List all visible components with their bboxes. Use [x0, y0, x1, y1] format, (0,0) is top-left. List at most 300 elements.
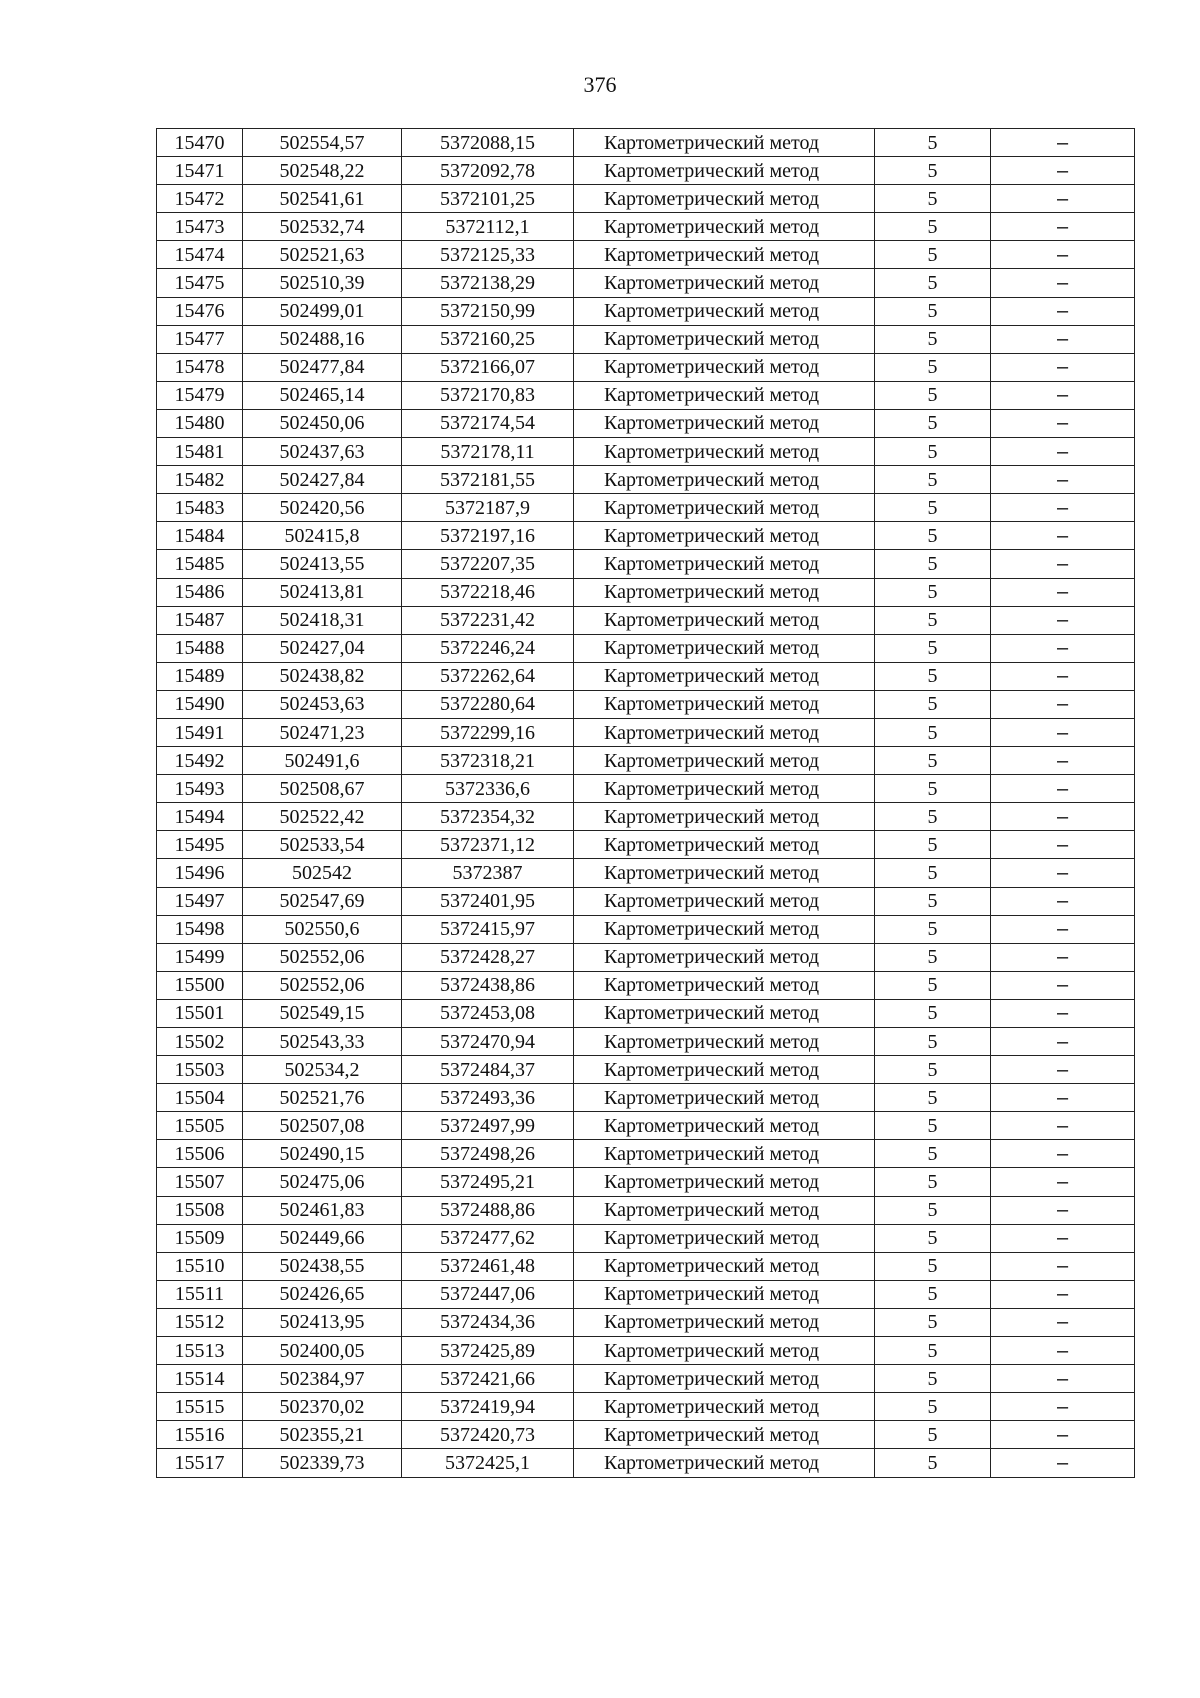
- accuracy-cell: 5: [875, 803, 991, 831]
- y-coordinate-cell: 5372181,55: [402, 466, 574, 494]
- table-row: [157, 887, 1135, 915]
- accuracy-cell: 5: [875, 494, 991, 522]
- point-number-cell: 15513: [157, 1337, 243, 1365]
- method-cell: Картометрический метод: [574, 1449, 875, 1477]
- point-number-cell: 15502: [157, 1028, 243, 1056]
- note-cell: –: [991, 1196, 1135, 1224]
- x-coordinate-cell: 502415,8: [243, 522, 402, 550]
- method-cell: Картометрический метод: [574, 213, 875, 241]
- note-cell: –: [991, 971, 1135, 999]
- y-coordinate-cell: 5372470,94: [402, 1028, 574, 1056]
- table-row: [157, 241, 1135, 269]
- y-coordinate-cell: 5372495,21: [402, 1168, 574, 1196]
- y-coordinate-cell: 5372461,48: [402, 1252, 574, 1280]
- point-number-cell: 15505: [157, 1112, 243, 1140]
- y-coordinate-cell: 5372415,97: [402, 915, 574, 943]
- y-coordinate-cell: 5372231,42: [402, 606, 574, 634]
- y-coordinate-cell: 5372170,83: [402, 381, 574, 409]
- x-coordinate-cell: 502339,73: [243, 1449, 402, 1477]
- point-number-cell: 15484: [157, 522, 243, 550]
- accuracy-cell: 5: [875, 747, 991, 775]
- y-coordinate-cell: 5372174,54: [402, 409, 574, 437]
- table-row: [157, 1421, 1135, 1449]
- y-coordinate-cell: 5372497,99: [402, 1112, 574, 1140]
- note-cell: –: [991, 578, 1135, 606]
- method-cell: Картометрический метод: [574, 297, 875, 325]
- x-coordinate-cell: 502438,82: [243, 662, 402, 690]
- method-cell: Картометрический метод: [574, 1028, 875, 1056]
- y-coordinate-cell: 5372125,33: [402, 241, 574, 269]
- accuracy-cell: 5: [875, 1224, 991, 1252]
- accuracy-cell: 5: [875, 718, 991, 746]
- table-row: [157, 409, 1135, 437]
- table-row: [157, 915, 1135, 943]
- table-row: [157, 297, 1135, 325]
- x-coordinate-cell: 502465,14: [243, 381, 402, 409]
- note-cell: –: [991, 1308, 1135, 1336]
- accuracy-cell: 5: [875, 578, 991, 606]
- note-cell: –: [991, 1084, 1135, 1112]
- method-cell: Картометрический метод: [574, 1140, 875, 1168]
- y-coordinate-cell: 5372354,32: [402, 803, 574, 831]
- table-row: [157, 859, 1135, 887]
- accuracy-cell: 5: [875, 1449, 991, 1477]
- y-coordinate-cell: 5372484,37: [402, 1056, 574, 1084]
- table-row: [157, 1168, 1135, 1196]
- table-row: [157, 438, 1135, 466]
- point-number-cell: 15478: [157, 353, 243, 381]
- note-cell: –: [991, 1280, 1135, 1308]
- note-cell: –: [991, 353, 1135, 381]
- x-coordinate-cell: 502427,04: [243, 634, 402, 662]
- table-row: [157, 269, 1135, 297]
- x-coordinate-cell: 502384,97: [243, 1365, 402, 1393]
- table-row: [157, 1252, 1135, 1280]
- note-cell: –: [991, 438, 1135, 466]
- method-cell: Картометрический метод: [574, 634, 875, 662]
- y-coordinate-cell: 5372425,89: [402, 1337, 574, 1365]
- accuracy-cell: 5: [875, 1337, 991, 1365]
- table-row: [157, 1028, 1135, 1056]
- y-coordinate-cell: 5372425,1: [402, 1449, 574, 1477]
- table-body: [157, 129, 1135, 1478]
- x-coordinate-cell: 502541,61: [243, 185, 402, 213]
- x-coordinate-cell: 502449,66: [243, 1224, 402, 1252]
- point-number-cell: 15497: [157, 887, 243, 915]
- point-number-cell: 15471: [157, 157, 243, 185]
- table-row: [157, 325, 1135, 353]
- accuracy-cell: 5: [875, 157, 991, 185]
- x-coordinate-cell: 502475,06: [243, 1168, 402, 1196]
- accuracy-cell: 5: [875, 1252, 991, 1280]
- point-number-cell: 15501: [157, 999, 243, 1027]
- method-cell: Картометрический метод: [574, 775, 875, 803]
- table-row: [157, 831, 1135, 859]
- accuracy-cell: 5: [875, 381, 991, 409]
- x-coordinate-cell: 502437,63: [243, 438, 402, 466]
- point-number-cell: 15482: [157, 466, 243, 494]
- accuracy-cell: 5: [875, 859, 991, 887]
- note-cell: –: [991, 747, 1135, 775]
- table-row: [157, 157, 1135, 185]
- x-coordinate-cell: 502370,02: [243, 1393, 402, 1421]
- accuracy-cell: 5: [875, 1421, 991, 1449]
- note-cell: –: [991, 634, 1135, 662]
- x-coordinate-cell: 502413,95: [243, 1308, 402, 1336]
- y-coordinate-cell: 5372218,46: [402, 578, 574, 606]
- point-number-cell: 15489: [157, 662, 243, 690]
- method-cell: Картометрический метод: [574, 803, 875, 831]
- page-number: 376: [583, 72, 617, 97]
- table-row: [157, 606, 1135, 634]
- method-cell: Картометрический метод: [574, 1308, 875, 1336]
- y-coordinate-cell: 5372138,29: [402, 269, 574, 297]
- accuracy-cell: 5: [875, 409, 991, 437]
- note-cell: –: [991, 381, 1135, 409]
- accuracy-cell: 5: [875, 831, 991, 859]
- accuracy-cell: 5: [875, 1280, 991, 1308]
- table-row: [157, 1112, 1135, 1140]
- table-row: [157, 747, 1135, 775]
- method-cell: Картометрический метод: [574, 1224, 875, 1252]
- y-coordinate-cell: 5372371,12: [402, 831, 574, 859]
- note-cell: –: [991, 1421, 1135, 1449]
- table-row: [157, 353, 1135, 381]
- note-cell: –: [991, 522, 1135, 550]
- method-cell: Картометрический метод: [574, 662, 875, 690]
- method-cell: Картометрический метод: [574, 690, 875, 718]
- y-coordinate-cell: 5372262,64: [402, 662, 574, 690]
- point-number-cell: 15475: [157, 269, 243, 297]
- point-number-cell: 15488: [157, 634, 243, 662]
- x-coordinate-cell: 502471,23: [243, 718, 402, 746]
- table-row: [157, 185, 1135, 213]
- table-row: [157, 381, 1135, 409]
- method-cell: Картометрический метод: [574, 157, 875, 185]
- note-cell: –: [991, 494, 1135, 522]
- accuracy-cell: 5: [875, 943, 991, 971]
- y-coordinate-cell: 5372280,64: [402, 690, 574, 718]
- table-row: [157, 999, 1135, 1027]
- accuracy-cell: 5: [875, 550, 991, 578]
- table-row: [157, 662, 1135, 690]
- y-coordinate-cell: 5372428,27: [402, 943, 574, 971]
- note-cell: –: [991, 1252, 1135, 1280]
- x-coordinate-cell: 502554,57: [243, 129, 402, 157]
- table-row: [157, 1393, 1135, 1421]
- method-cell: Картометрический метод: [574, 1365, 875, 1393]
- point-number-cell: 15511: [157, 1280, 243, 1308]
- y-coordinate-cell: 5372447,06: [402, 1280, 574, 1308]
- x-coordinate-cell: 502453,63: [243, 690, 402, 718]
- y-coordinate-cell: 5372420,73: [402, 1421, 574, 1449]
- x-coordinate-cell: 502549,15: [243, 999, 402, 1027]
- table-row: [157, 803, 1135, 831]
- x-coordinate-cell: 502400,05: [243, 1337, 402, 1365]
- table-row: [157, 466, 1135, 494]
- point-number-cell: 15492: [157, 747, 243, 775]
- note-cell: –: [991, 269, 1135, 297]
- point-number-cell: 15480: [157, 409, 243, 437]
- point-number-cell: 15493: [157, 775, 243, 803]
- x-coordinate-cell: 502521,76: [243, 1084, 402, 1112]
- note-cell: –: [991, 887, 1135, 915]
- x-coordinate-cell: 502413,81: [243, 578, 402, 606]
- accuracy-cell: 5: [875, 325, 991, 353]
- point-number-cell: 15476: [157, 297, 243, 325]
- x-coordinate-cell: 502427,84: [243, 466, 402, 494]
- note-cell: –: [991, 409, 1135, 437]
- x-coordinate-cell: 502507,08: [243, 1112, 402, 1140]
- table-row: [157, 690, 1135, 718]
- method-cell: Картометрический метод: [574, 381, 875, 409]
- x-coordinate-cell: 502355,21: [243, 1421, 402, 1449]
- point-number-cell: 15473: [157, 213, 243, 241]
- x-coordinate-cell: 502413,55: [243, 550, 402, 578]
- x-coordinate-cell: 502542: [243, 859, 402, 887]
- note-cell: –: [991, 1112, 1135, 1140]
- method-cell: Картометрический метод: [574, 185, 875, 213]
- table-row: [157, 129, 1135, 157]
- note-cell: –: [991, 1140, 1135, 1168]
- y-coordinate-cell: 5372401,95: [402, 887, 574, 915]
- point-number-cell: 15509: [157, 1224, 243, 1252]
- note-cell: –: [991, 1337, 1135, 1365]
- point-number-cell: 15514: [157, 1365, 243, 1393]
- method-cell: Картометрический метод: [574, 1112, 875, 1140]
- method-cell: Картометрический метод: [574, 1196, 875, 1224]
- x-coordinate-cell: 502521,63: [243, 241, 402, 269]
- x-coordinate-cell: 502438,55: [243, 1252, 402, 1280]
- point-number-cell: 15500: [157, 971, 243, 999]
- accuracy-cell: 5: [875, 1168, 991, 1196]
- note-cell: –: [991, 213, 1135, 241]
- accuracy-cell: 5: [875, 606, 991, 634]
- point-number-cell: 15496: [157, 859, 243, 887]
- method-cell: Картометрический метод: [574, 129, 875, 157]
- note-cell: –: [991, 690, 1135, 718]
- note-cell: –: [991, 775, 1135, 803]
- y-coordinate-cell: 5372187,9: [402, 494, 574, 522]
- accuracy-cell: 5: [875, 438, 991, 466]
- method-cell: Картометрический метод: [574, 353, 875, 381]
- point-number-cell: 15515: [157, 1393, 243, 1421]
- method-cell: Картометрический метод: [574, 1084, 875, 1112]
- coordinates-table: [156, 128, 1135, 1478]
- note-cell: –: [991, 662, 1135, 690]
- y-coordinate-cell: 5372438,86: [402, 971, 574, 999]
- accuracy-cell: 5: [875, 775, 991, 803]
- y-coordinate-cell: 5372453,08: [402, 999, 574, 1027]
- point-number-cell: 15494: [157, 803, 243, 831]
- accuracy-cell: 5: [875, 1196, 991, 1224]
- accuracy-cell: 5: [875, 129, 991, 157]
- table-row: [157, 522, 1135, 550]
- table-row: [157, 943, 1135, 971]
- method-cell: Картометрический метод: [574, 578, 875, 606]
- point-number-cell: 15483: [157, 494, 243, 522]
- accuracy-cell: 5: [875, 1140, 991, 1168]
- note-cell: –: [991, 1028, 1135, 1056]
- table-row: [157, 1196, 1135, 1224]
- table-row: [157, 634, 1135, 662]
- y-coordinate-cell: 5372101,25: [402, 185, 574, 213]
- x-coordinate-cell: 502461,83: [243, 1196, 402, 1224]
- accuracy-cell: 5: [875, 241, 991, 269]
- note-cell: –: [991, 606, 1135, 634]
- y-coordinate-cell: 5372088,15: [402, 129, 574, 157]
- note-cell: –: [991, 859, 1135, 887]
- accuracy-cell: 5: [875, 353, 991, 381]
- point-number-cell: 15470: [157, 129, 243, 157]
- accuracy-cell: 5: [875, 634, 991, 662]
- y-coordinate-cell: 5372299,16: [402, 718, 574, 746]
- method-cell: Картометрический метод: [574, 1337, 875, 1365]
- point-number-cell: 15486: [157, 578, 243, 606]
- method-cell: Картометрический метод: [574, 915, 875, 943]
- accuracy-cell: 5: [875, 213, 991, 241]
- x-coordinate-cell: 502532,74: [243, 213, 402, 241]
- accuracy-cell: 5: [875, 185, 991, 213]
- point-number-cell: 15512: [157, 1308, 243, 1336]
- x-coordinate-cell: 502418,31: [243, 606, 402, 634]
- point-number-cell: 15504: [157, 1084, 243, 1112]
- x-coordinate-cell: 502490,15: [243, 1140, 402, 1168]
- point-number-cell: 15479: [157, 381, 243, 409]
- method-cell: Картометрический метод: [574, 269, 875, 297]
- note-cell: –: [991, 1393, 1135, 1421]
- table-row: [157, 718, 1135, 746]
- table-row: [157, 1280, 1135, 1308]
- x-coordinate-cell: 502491,6: [243, 747, 402, 775]
- table-row: [157, 971, 1135, 999]
- note-cell: –: [991, 718, 1135, 746]
- note-cell: –: [991, 831, 1135, 859]
- method-cell: Картометрический метод: [574, 494, 875, 522]
- method-cell: Картометрический метод: [574, 887, 875, 915]
- y-coordinate-cell: 5372434,36: [402, 1308, 574, 1336]
- note-cell: –: [991, 297, 1135, 325]
- method-cell: Картометрический метод: [574, 971, 875, 999]
- point-number-cell: 15485: [157, 550, 243, 578]
- accuracy-cell: 5: [875, 971, 991, 999]
- x-coordinate-cell: 502552,06: [243, 971, 402, 999]
- method-cell: Картометрический метод: [574, 438, 875, 466]
- note-cell: –: [991, 803, 1135, 831]
- method-cell: Картометрический метод: [574, 241, 875, 269]
- y-coordinate-cell: 5372336,6: [402, 775, 574, 803]
- point-number-cell: 15516: [157, 1421, 243, 1449]
- accuracy-cell: 5: [875, 297, 991, 325]
- note-cell: –: [991, 1224, 1135, 1252]
- note-cell: –: [991, 999, 1135, 1027]
- point-number-cell: 15474: [157, 241, 243, 269]
- note-cell: –: [991, 1056, 1135, 1084]
- method-cell: Картометрический метод: [574, 466, 875, 494]
- note-cell: –: [991, 157, 1135, 185]
- table-row: [157, 1224, 1135, 1252]
- accuracy-cell: 5: [875, 915, 991, 943]
- accuracy-cell: 5: [875, 999, 991, 1027]
- method-cell: Картометрический метод: [574, 831, 875, 859]
- accuracy-cell: 5: [875, 1308, 991, 1336]
- accuracy-cell: 5: [875, 1112, 991, 1140]
- method-cell: Картометрический метод: [574, 522, 875, 550]
- note-cell: –: [991, 466, 1135, 494]
- point-number-cell: 15499: [157, 943, 243, 971]
- y-coordinate-cell: 5372493,36: [402, 1084, 574, 1112]
- x-coordinate-cell: 502522,42: [243, 803, 402, 831]
- y-coordinate-cell: 5372197,16: [402, 522, 574, 550]
- point-number-cell: 15487: [157, 606, 243, 634]
- x-coordinate-cell: 502499,01: [243, 297, 402, 325]
- x-coordinate-cell: 502550,6: [243, 915, 402, 943]
- y-coordinate-cell: 5372421,66: [402, 1365, 574, 1393]
- method-cell: Картометрический метод: [574, 1280, 875, 1308]
- x-coordinate-cell: 502420,56: [243, 494, 402, 522]
- note-cell: –: [991, 1365, 1135, 1393]
- point-number-cell: 15510: [157, 1252, 243, 1280]
- method-cell: Картометрический метод: [574, 747, 875, 775]
- x-coordinate-cell: 502533,54: [243, 831, 402, 859]
- accuracy-cell: 5: [875, 1365, 991, 1393]
- method-cell: Картометрический метод: [574, 859, 875, 887]
- method-cell: Картометрический метод: [574, 409, 875, 437]
- point-number-cell: 15498: [157, 915, 243, 943]
- note-cell: –: [991, 915, 1135, 943]
- y-coordinate-cell: 5372150,99: [402, 297, 574, 325]
- method-cell: Картометрический метод: [574, 1393, 875, 1421]
- table-row: [157, 1140, 1135, 1168]
- y-coordinate-cell: 5372318,21: [402, 747, 574, 775]
- y-coordinate-cell: 5372488,86: [402, 1196, 574, 1224]
- table-row: [157, 1308, 1135, 1336]
- method-cell: Картометрический метод: [574, 606, 875, 634]
- y-coordinate-cell: 5372419,94: [402, 1393, 574, 1421]
- table-row: [157, 1365, 1135, 1393]
- method-cell: Картометрический метод: [574, 943, 875, 971]
- note-cell: –: [991, 325, 1135, 353]
- point-number-cell: 15490: [157, 690, 243, 718]
- note-cell: –: [991, 185, 1135, 213]
- x-coordinate-cell: 502552,06: [243, 943, 402, 971]
- accuracy-cell: 5: [875, 1084, 991, 1112]
- x-coordinate-cell: 502510,39: [243, 269, 402, 297]
- note-cell: –: [991, 241, 1135, 269]
- x-coordinate-cell: 502534,2: [243, 1056, 402, 1084]
- point-number-cell: 15491: [157, 718, 243, 746]
- method-cell: Картометрический метод: [574, 1421, 875, 1449]
- accuracy-cell: 5: [875, 662, 991, 690]
- table-row: [157, 550, 1135, 578]
- table-row: [157, 578, 1135, 606]
- table-row: [157, 494, 1135, 522]
- method-cell: Картометрический метод: [574, 1056, 875, 1084]
- x-coordinate-cell: 502543,33: [243, 1028, 402, 1056]
- table-row: [157, 1449, 1135, 1477]
- method-cell: Картометрический метод: [574, 325, 875, 353]
- accuracy-cell: 5: [875, 466, 991, 494]
- method-cell: Картометрический метод: [574, 718, 875, 746]
- y-coordinate-cell: 5372092,78: [402, 157, 574, 185]
- accuracy-cell: 5: [875, 887, 991, 915]
- y-coordinate-cell: 5372477,62: [402, 1224, 574, 1252]
- y-coordinate-cell: 5372498,26: [402, 1140, 574, 1168]
- x-coordinate-cell: 502450,06: [243, 409, 402, 437]
- point-number-cell: 15507: [157, 1168, 243, 1196]
- y-coordinate-cell: 5372160,25: [402, 325, 574, 353]
- note-cell: –: [991, 129, 1135, 157]
